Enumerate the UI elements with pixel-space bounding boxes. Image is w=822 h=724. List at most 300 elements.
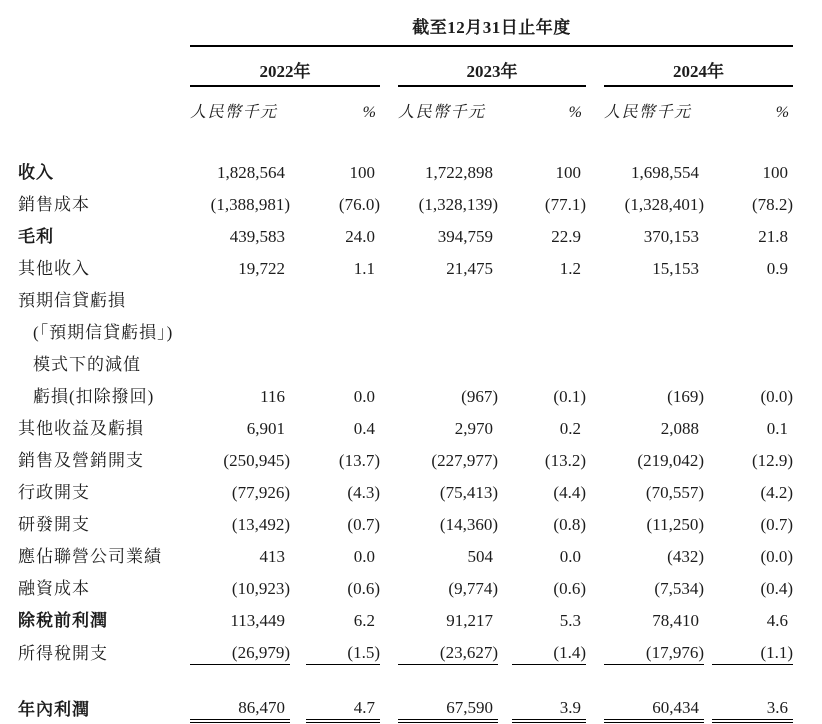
value-cell	[712, 632, 793, 665]
value-cell	[512, 472, 586, 504]
row-label: 其他收益及虧損	[18, 419, 144, 438]
value-text: (4.2)	[760, 483, 794, 502]
column-gap	[586, 216, 604, 248]
table-row	[15, 344, 793, 376]
value-text: 370,153	[643, 227, 699, 246]
value-text: (219,042)	[637, 451, 704, 470]
value-text: (0.1)	[553, 387, 586, 406]
row-label: 虧損(扣除撥回)	[33, 387, 155, 406]
column-gap	[704, 280, 712, 312]
value-cell	[398, 408, 498, 440]
column-gap	[290, 312, 306, 344]
column-gap	[498, 504, 512, 536]
value-text: 100	[762, 163, 789, 182]
value-text: (0.4)	[760, 579, 794, 598]
value-cell	[712, 376, 793, 408]
value-cell	[306, 536, 380, 568]
empty-corner-cell	[15, 0, 190, 46]
value-cell	[306, 632, 380, 665]
table-row	[15, 376, 793, 408]
value-cell	[512, 687, 586, 721]
value-cell	[306, 344, 380, 376]
row-label: 毛利	[18, 227, 54, 246]
column-gap	[586, 536, 604, 568]
year-header-2024: 2024年	[604, 46, 793, 86]
row-label: 除稅前利潤	[18, 611, 108, 630]
column-gap	[498, 280, 512, 312]
column-gap	[586, 568, 604, 600]
value-text: 2,970	[454, 419, 493, 438]
value-text: (26,979)	[231, 643, 290, 662]
value-text: 1,698,554	[631, 163, 699, 182]
value-text: 2,088	[660, 419, 699, 438]
column-gap	[290, 344, 306, 376]
value-cell	[398, 248, 498, 280]
value-text: (75,413)	[439, 483, 498, 502]
column-gap	[290, 536, 306, 568]
column-gap	[380, 536, 398, 568]
value-text: 1.1	[353, 259, 375, 278]
value-cell	[712, 472, 793, 504]
column-gap	[380, 344, 398, 376]
column-gap	[586, 687, 604, 721]
column-gap	[704, 632, 712, 665]
value-text: 0.2	[559, 419, 581, 438]
value-cell	[306, 152, 380, 184]
value-cell	[604, 568, 704, 600]
income-statement-table	[15, 0, 793, 723]
value-cell	[190, 687, 290, 721]
column-gap	[586, 504, 604, 536]
value-text: 0.4	[353, 419, 375, 438]
percent-header-2023: %	[568, 104, 582, 121]
value-text: (11,250)	[646, 515, 704, 534]
value-cell	[512, 344, 586, 376]
value-text: (14,360)	[439, 515, 498, 534]
value-cell	[306, 568, 380, 600]
column-gap	[290, 504, 306, 536]
value-cell	[190, 376, 290, 408]
column-gap	[380, 600, 398, 632]
row-label: 所得稅開支	[18, 643, 108, 663]
column-gap	[586, 344, 604, 376]
column-gap	[704, 568, 712, 600]
unit-header-2024: 人民幣千元	[604, 104, 692, 121]
table-row	[15, 472, 793, 504]
period-header-row	[15, 0, 793, 46]
value-text: (13.7)	[338, 451, 380, 470]
table-row	[15, 536, 793, 568]
column-gap	[498, 216, 512, 248]
value-cell	[190, 408, 290, 440]
value-text: 0.1	[766, 419, 789, 438]
unit-header-row	[15, 86, 793, 152]
value-text: (0.8)	[553, 515, 586, 534]
value-text: (0.0)	[760, 387, 794, 406]
column-gap	[498, 152, 512, 184]
table-row	[15, 184, 793, 216]
period-header: 截至12月31日止年度	[190, 0, 793, 46]
column-gap	[498, 248, 512, 280]
value-text: (1,328,401)	[624, 195, 704, 214]
value-text: (70,557)	[645, 483, 704, 502]
column-gap	[586, 440, 604, 472]
value-cell	[512, 536, 586, 568]
column-gap	[704, 152, 712, 184]
value-text: (250,945)	[223, 451, 290, 470]
value-cell	[512, 568, 586, 600]
column-gap	[290, 280, 306, 312]
column-gap	[498, 408, 512, 440]
column-gap	[704, 600, 712, 632]
column-gap	[290, 568, 306, 600]
value-cell	[512, 504, 586, 536]
value-text: 0.0	[559, 547, 581, 566]
value-cell	[512, 408, 586, 440]
column-gap	[380, 472, 398, 504]
column-gap	[498, 687, 512, 721]
column-gap	[380, 376, 398, 408]
value-text: 504	[467, 547, 493, 566]
value-cell	[306, 312, 380, 344]
value-cell	[512, 280, 586, 312]
value-cell	[306, 472, 380, 504]
value-cell	[604, 440, 704, 472]
column-gap	[498, 376, 512, 408]
column-gap	[498, 536, 512, 568]
row-label: 其他收入	[18, 259, 90, 278]
value-cell	[398, 632, 498, 665]
value-text: (10,923)	[231, 579, 290, 598]
value-cell	[604, 408, 704, 440]
value-text: 3.6	[766, 698, 789, 717]
value-cell	[306, 504, 380, 536]
column-gap	[704, 536, 712, 568]
column-gap	[704, 312, 712, 344]
value-cell	[712, 440, 793, 472]
value-text: 6.2	[353, 611, 375, 630]
column-gap	[290, 472, 306, 504]
column-gap	[586, 248, 604, 280]
value-cell	[398, 216, 498, 248]
value-text: (7,534)	[654, 579, 704, 598]
table-row	[15, 152, 793, 184]
value-cell	[512, 440, 586, 472]
value-text: (0.0)	[760, 547, 794, 566]
value-text: 5.3	[559, 611, 581, 630]
table-row	[15, 504, 793, 536]
unit-header-2022: 人民幣千元	[190, 104, 278, 121]
value-cell	[190, 152, 290, 184]
value-text: (77.1)	[544, 195, 586, 214]
value-cell	[190, 248, 290, 280]
value-cell	[512, 216, 586, 248]
percent-header-2024: %	[775, 104, 790, 121]
column-gap	[380, 280, 398, 312]
value-cell	[604, 216, 704, 248]
value-cell	[398, 687, 498, 721]
value-cell	[306, 687, 380, 721]
value-cell	[398, 472, 498, 504]
value-cell	[604, 600, 704, 632]
value-text: (13,492)	[231, 515, 290, 534]
column-gap	[586, 600, 604, 632]
table-row	[15, 568, 793, 600]
value-text: 413	[259, 547, 285, 566]
value-cell	[398, 184, 498, 216]
row-label: 銷售及營銷開支	[18, 451, 144, 470]
column-gap	[290, 152, 306, 184]
table-row	[15, 248, 793, 280]
column-gap	[380, 184, 398, 216]
value-cell	[190, 504, 290, 536]
value-text: 113,449	[230, 611, 285, 630]
value-cell	[712, 536, 793, 568]
column-gap	[290, 216, 306, 248]
value-text: (0.7)	[760, 515, 794, 534]
value-cell	[306, 280, 380, 312]
value-text: (9,774)	[448, 579, 498, 598]
column-gap	[586, 408, 604, 440]
column-gap	[380, 152, 398, 184]
column-gap	[498, 472, 512, 504]
value-cell	[712, 408, 793, 440]
value-cell	[512, 632, 586, 665]
value-text: (12.9)	[751, 451, 794, 470]
value-cell	[712, 312, 793, 344]
value-cell	[398, 504, 498, 536]
value-cell	[306, 376, 380, 408]
value-text: (78.2)	[751, 195, 794, 214]
value-cell	[712, 568, 793, 600]
column-gap	[586, 376, 604, 408]
value-cell	[306, 408, 380, 440]
value-cell	[712, 248, 793, 280]
value-cell	[190, 344, 290, 376]
row-label: (「預期信貸虧損」)	[33, 323, 174, 342]
value-cell	[398, 600, 498, 632]
column-gap	[498, 632, 512, 665]
table-row	[15, 312, 793, 344]
value-text: 1,828,564	[217, 163, 285, 182]
value-text: 1.2	[559, 259, 581, 278]
column-gap	[380, 46, 398, 86]
value-text: 0.0	[353, 547, 375, 566]
value-cell	[512, 376, 586, 408]
year-header-row	[15, 46, 793, 86]
value-cell	[398, 536, 498, 568]
value-text: (1.1)	[760, 643, 794, 662]
value-text: (13.2)	[544, 451, 586, 470]
column-gap	[586, 184, 604, 216]
column-gap	[704, 248, 712, 280]
table-row	[15, 216, 793, 248]
value-text: (23,627)	[439, 643, 498, 662]
column-gap	[380, 504, 398, 536]
table-row	[15, 687, 793, 721]
value-cell	[604, 687, 704, 721]
value-cell	[190, 312, 290, 344]
value-cell	[604, 152, 704, 184]
column-gap	[704, 408, 712, 440]
column-gap	[498, 312, 512, 344]
value-text: 439,583	[229, 227, 285, 246]
value-text: (432)	[667, 547, 704, 566]
table-row	[15, 632, 793, 665]
value-cell	[398, 376, 498, 408]
value-cell	[190, 536, 290, 568]
column-gap	[704, 376, 712, 408]
value-cell	[604, 344, 704, 376]
value-cell	[398, 568, 498, 600]
value-text: (4.3)	[347, 483, 380, 502]
column-gap	[704, 504, 712, 536]
value-cell	[712, 152, 793, 184]
row-label: 預期信貸虧損	[18, 291, 126, 310]
value-text: (1,328,139)	[418, 195, 498, 214]
column-gap	[380, 312, 398, 344]
table-row	[15, 440, 793, 472]
value-cell	[306, 600, 380, 632]
row-label: 研發開支	[18, 515, 90, 534]
column-gap	[586, 152, 604, 184]
value-text: 100	[555, 163, 581, 182]
column-gap	[586, 472, 604, 504]
year-header-2022: 2022年	[190, 46, 380, 86]
value-cell	[190, 472, 290, 504]
column-gap	[380, 408, 398, 440]
row-label: 收入	[18, 163, 54, 182]
row-label: 年內利潤	[18, 700, 90, 719]
value-cell	[190, 568, 290, 600]
value-cell	[512, 600, 586, 632]
value-cell	[398, 152, 498, 184]
column-gap	[290, 440, 306, 472]
value-cell	[306, 248, 380, 280]
value-text: 4.6	[766, 611, 789, 630]
column-gap	[498, 600, 512, 632]
column-gap	[586, 632, 604, 665]
value-text: 86,470	[238, 698, 285, 717]
value-cell	[604, 632, 704, 665]
value-text: (227,977)	[431, 451, 498, 470]
column-gap	[704, 184, 712, 216]
value-text: 0.0	[353, 387, 375, 406]
column-gap	[498, 344, 512, 376]
row-label: 應佔聯營公司業績	[18, 547, 162, 566]
value-text: 67,590	[446, 698, 493, 717]
column-gap	[704, 440, 712, 472]
value-cell	[712, 344, 793, 376]
value-cell	[190, 440, 290, 472]
value-text: 0.9	[766, 259, 789, 278]
column-gap	[290, 632, 306, 665]
value-text: 24.0	[345, 227, 375, 246]
table-body	[15, 152, 793, 721]
value-cell	[712, 504, 793, 536]
value-text: (967)	[461, 387, 498, 406]
column-gap	[704, 687, 712, 721]
table-row	[15, 408, 793, 440]
column-gap	[380, 687, 398, 721]
value-text: 1,722,898	[425, 163, 493, 182]
value-text: (0.6)	[553, 579, 586, 598]
column-gap	[704, 216, 712, 248]
value-cell	[512, 248, 586, 280]
value-text: (17,976)	[645, 643, 704, 662]
column-gap	[380, 440, 398, 472]
value-cell	[604, 504, 704, 536]
value-cell	[604, 280, 704, 312]
value-text: (169)	[667, 387, 704, 406]
column-gap	[290, 376, 306, 408]
column-gap	[290, 687, 306, 721]
value-cell	[604, 184, 704, 216]
value-cell	[712, 216, 793, 248]
value-text: (1.4)	[553, 643, 586, 662]
value-text: 3.9	[559, 698, 581, 717]
value-cell	[712, 687, 793, 721]
value-cell	[190, 184, 290, 216]
column-gap	[586, 312, 604, 344]
value-cell	[190, 632, 290, 665]
value-text: (1,388,981)	[210, 195, 290, 214]
column-gap	[586, 46, 604, 86]
column-gap	[704, 344, 712, 376]
value-cell	[604, 248, 704, 280]
column-gap	[380, 632, 398, 665]
value-text: (1.5)	[347, 643, 380, 662]
table-row	[15, 600, 793, 632]
column-gap	[380, 216, 398, 248]
value-text: 60,434	[652, 698, 699, 717]
column-gap	[498, 440, 512, 472]
value-cell	[512, 152, 586, 184]
value-text: 100	[349, 163, 375, 182]
value-cell	[306, 216, 380, 248]
value-cell	[512, 184, 586, 216]
value-text: 4.7	[353, 698, 375, 717]
column-gap	[586, 280, 604, 312]
value-cell	[190, 280, 290, 312]
value-cell	[398, 280, 498, 312]
table-row	[15, 280, 793, 312]
value-text: 6,901	[246, 419, 285, 438]
column-gap	[380, 248, 398, 280]
value-cell	[712, 280, 793, 312]
year-header-2023: 2023年	[398, 46, 586, 86]
value-cell	[712, 600, 793, 632]
value-text: 78,410	[652, 611, 699, 630]
percent-header-2022: %	[362, 104, 376, 121]
value-cell	[398, 312, 498, 344]
value-cell	[306, 184, 380, 216]
value-cell	[604, 536, 704, 568]
value-cell	[398, 440, 498, 472]
row-label: 模式下的減值	[33, 355, 141, 374]
value-text: 116	[260, 387, 285, 406]
value-cell	[398, 344, 498, 376]
value-text: 21.8	[758, 227, 789, 246]
value-cell	[604, 376, 704, 408]
value-cell	[190, 600, 290, 632]
value-text: (0.6)	[347, 579, 380, 598]
value-text: (4.4)	[553, 483, 586, 502]
column-gap	[290, 600, 306, 632]
column-gap	[290, 184, 306, 216]
value-cell	[604, 312, 704, 344]
column-gap	[704, 472, 712, 504]
